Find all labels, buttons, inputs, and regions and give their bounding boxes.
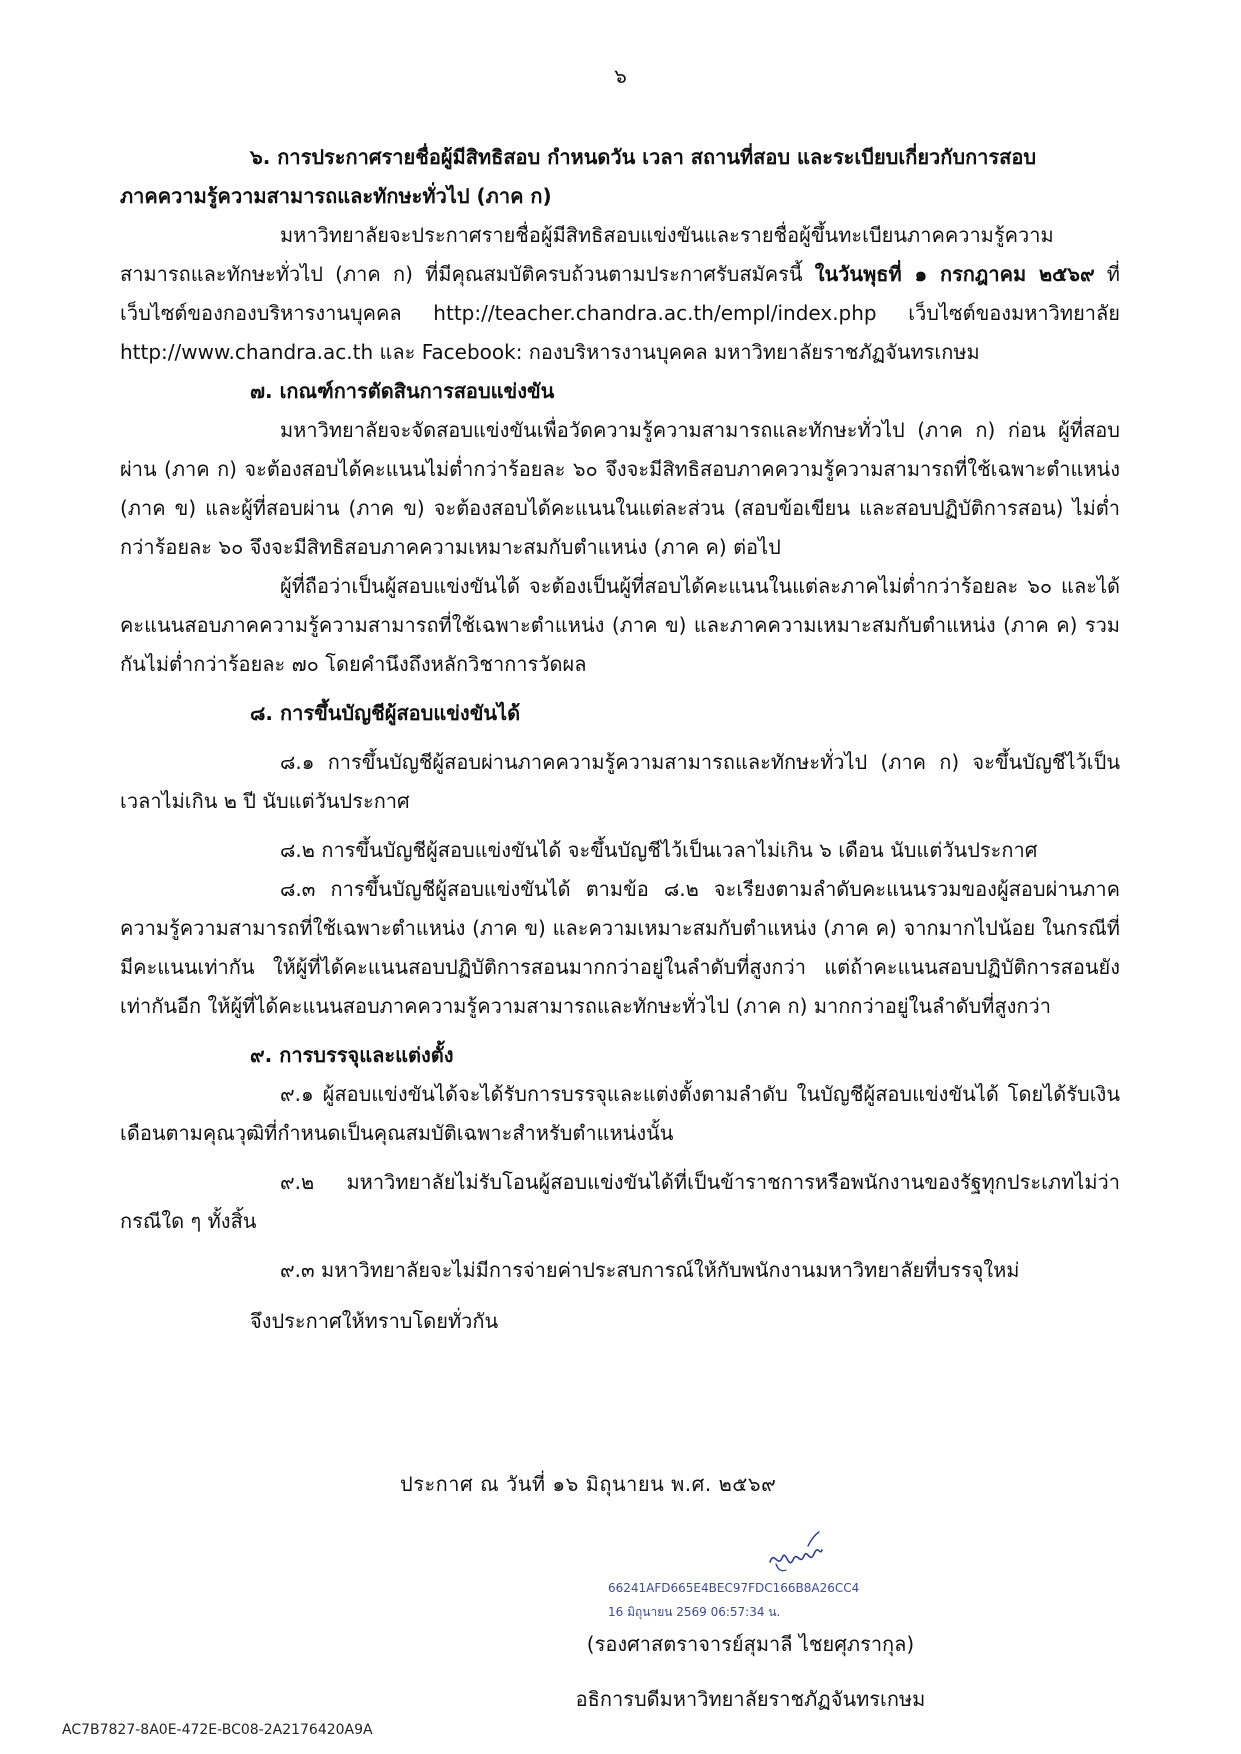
signature-hash: 66241AFD665E4BEC97FDC166B8A26CC4 <box>608 1581 860 1595</box>
signer-title: อธิการบดีมหาวิทยาลัยราชภัฏจันทรเกษม <box>575 1687 926 1711</box>
section-7-paragraph-1: มหาวิทยาลัยจะจัดสอบแข่งขันเพื่อวัดความรู้ความสามารถและทักษะทั่วไป (ภาค ก) ก่อน ผู้ที่สอบผ่าน (ภาค ก) จะต้องสอบได้คะแนนไม่ต่ำกว่าร้อยละ ๖๐ จึงจะมีสิทธิสอบภาคความรู้ความสามารถที่ใช้เฉพาะตำแหน่ง (ภาค ข) และผู้ที่สอบผ่าน (ภาค ข) จะต้องสอบได้คะแนนในแต่ละส่วน (สอบข้อเขียน และสอบปฏิบัติการสอน) ไม่ต่ำกว่าร้อยละ ๖๐ จึงจะมีสิทธิสอบภาคความเหมาะสมกับตำแหน่ง (ภาค ค) ต่อไป <box>120 418 1120 559</box>
section-6-title-line1: ๖. การประกาศรายชื่อผู้มีสิทธิสอบ กำหนดวัน เวลา สถานที่สอบ และระเบียบเกี่ยวกับการสอบ <box>250 145 1037 169</box>
section-6-text-start: มหาวิทยาลัยจะประกาศรายชื่อผู้มีสิทธิสอบแข่งขันและรายชื่อผู้ขึ้นทะเบียนภาคความรู้ความสามารถและทักษะทั่วไป (ภาค ก) ที่มีคุณสมบัติครบถ้วนตามประกาศรับสมัครนี้ <box>120 223 1054 286</box>
document-code: AC7B7827-8A0E-472E-BC08-2A2176420A9A <box>62 1722 373 1738</box>
section-8-title: ๘. การขึ้นบัญชีผู้สอบแข่งขันได้ <box>250 701 521 725</box>
closing-statement: จึงประกาศให้ทราบโดยทั่วกัน <box>250 1309 499 1333</box>
document-body <box>120 138 1120 1341</box>
section-9-item-2: ๙.๒ มหาวิทยาลัยไม่รับโอนผู้สอบแข่งขันได้ที่เป็นข้าราชการหรือพนักงานของรัฐทุกประเภทไม่ว่ากรณีใด ๆ ทั้งสิ้น <box>120 1170 1120 1233</box>
section-7-title: ๗. เกณฑ์การตัดสินการสอบแข่งขัน <box>250 379 555 403</box>
announcement-date-bold: ในวันพุธที่ ๑ กรกฎาคม ๒๕๖๙ <box>814 262 1095 286</box>
section-9-title: ๙. การบรรจุและแต่งตั้ง <box>250 1043 454 1067</box>
section-9-item-1: ๙.๑ ผู้สอบแข่งขันได้จะได้รับการบรรจุและแต่งตั้งตามลำดับ ในบัญชีผู้สอบแข่งขันได้ โดยได้รับเงินเดือนตามคุณวุฒิที่กำหนดเป็นคุณสมบัติเฉพาะสำหรับตำแหน่งนั้น <box>120 1082 1120 1145</box>
signer-name: (รองศาสตราจารย์สุมาลี ไชยศุภรากุล) <box>586 1632 915 1656</box>
section-8-item-1: ๘.๑ การขึ้นบัญชีผู้สอบผ่านภาคความรู้ความสามารถและทักษะทั่วไป (ภาค ก) จะขึ้นบัญชีไว้เป็นเวลาไม่เกิน ๒ ปี นับแต่วันประกาศ <box>120 750 1120 813</box>
digital-signature-info <box>608 1576 859 1624</box>
signature-timestamp: 16 มิถุนายน 2569 06:57:34 น. <box>608 1605 781 1619</box>
announcement-date: ประกาศ ณ วันที่ ๑๖ มิถุนายน พ.ศ. ๒๕๖๙ <box>400 1472 777 1496</box>
section-8-item-3: ๘.๓ การขึ้นบัญชีผู้สอบแข่งขันได้ ตามข้อ ๘.๒ จะเรียงตามลำดับคะแนนรวมของผู้สอบผ่านภาคความรู้ความสามารถที่ใช้เฉพาะตำแหน่ง (ภาค ข) และความเหมาะสมกับตำแหน่ง (ภาค ค) จากมากไปน้อย ในกรณีที่มีคะแนนเท่ากัน ให้ผู้ที่ได้คะแนนสอบปฏิบัติการสอนมากกว่าอยู่ในลำดับที่สูงกว่า แต่ถ้าคะแนนสอบปฏิบัติการสอนยังเท่ากันอีก ให้ผู้ที่ได้คะแนนสอบภาคความรู้ความสามารถและทักษะทั่วไป (ภาค ก) มากกว่าอยู่ในลำดับที่สูงกว่า <box>120 877 1120 1018</box>
section-9-item-3: ๙.๓ มหาวิทยาลัยจะไม่มีการจ่ายค่าประสบการณ์ให้กับพนักงานมหาวิทยาลัยที่บรรจุใหม่ <box>280 1258 1020 1282</box>
section-6-text-end: ที่เว็บไซต์ของกองบริหารงานบุคคล http://teacher.chandra.ac.th/empl/index.php เว็บไซต์ของมหาวิทยาลัย http://www.chandra.ac.th และ Facebook: กองบริหารงานบุคคล มหาวิทยาลัยราชภัฏจันทรเกษม <box>120 262 1120 364</box>
page-number: ๖ <box>614 64 627 88</box>
section-6-title-line2: ภาคความรู้ความสามารถและทักษะทั่วไป (ภาค ก) <box>120 184 552 208</box>
section-8-item-2: ๘.๒ การขึ้นบัญชีผู้สอบแข่งขันได้ จะขึ้นบัญชีไว้เป็นเวลาไม่เกิน ๖ เดือน นับแต่วันประกาศ <box>280 838 1038 862</box>
section-7-paragraph-2: ผู้ที่ถือว่าเป็นผู้สอบแข่งขันได้ จะต้องเป็นผู้ที่สอบได้คะแนนในแต่ละภาคไม่ต่ำกว่าร้อยละ ๖๐ และได้คะแนนสอบภาคความรู้ความสามารถที่ใช้เฉพาะตำแหน่ง (ภาค ข) และภาคความเหมาะสมกับตำแหน่ง (ภาค ค) รวมกันไม่ต่ำกว่าร้อยละ ๗๐ โดยคำนึงถึงหลักวิชาการวัดผล <box>120 574 1120 676</box>
section-6-paragraph <box>120 216 1120 372</box>
